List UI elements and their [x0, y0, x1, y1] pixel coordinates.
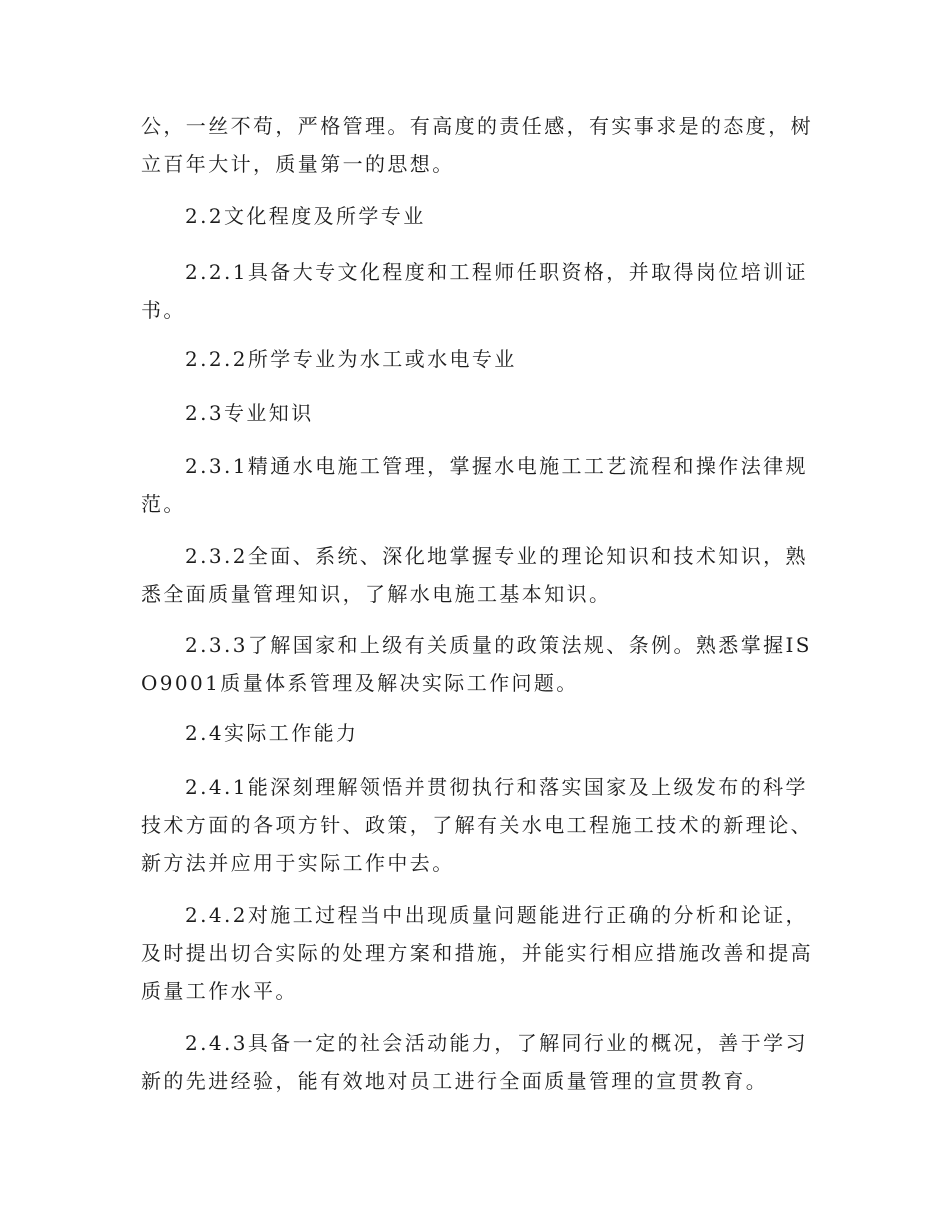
section-heading-2-2: 2.2文化程度及所学专业 [185, 204, 426, 228]
paragraph-2-3-2: 2.3.2全面、系统、深化地掌握专业的理论知识和技术知识，熟悉全面质量管理知识，了解水电施工基本知识。 [141, 544, 808, 606]
paragraph-2-4-3: 2.4.3具备一定的社会活动能力，了解同行业的概况，善于学习新的先进经验，能有效地对员工进行全面质量管理的宣贯教育。 [141, 1031, 808, 1093]
paragraph-2-2-2: 2.2.2所学专业为水工或水电专业 [185, 347, 517, 371]
paragraph-2-3-1: 2.3.1精通水电施工管理，掌握水电施工工艺流程和操作法律规范。 [141, 454, 808, 516]
paragraph-continuation: 公，一丝不苟，严格管理。有高度的责任感，有实事求是的态度，树立百年大计，质量第一的思想。 [141, 114, 813, 176]
section-heading-2-4: 2.4实际工作能力 [185, 721, 359, 745]
paragraph-2-4-2: 2.4.2对施工过程当中出现质量问题能进行正确的分析和论证，及时提出切合实际的处理方案和措施，并能实行相应措施改善和提高质量工作水平。 [141, 903, 813, 1003]
paragraph-2-2-1: 2.2.1具备大专文化程度和工程师任职资格，并取得岗位培训证书。 [141, 260, 808, 322]
paragraph-2-3-3: 2.3.3了解国家和上级有关质量的政策法规、条例。熟悉掌握ISO9001质量体系管理及解决实际工作问题。 [141, 633, 812, 695]
section-heading-2-3: 2.3专业知识 [185, 401, 314, 425]
paragraph-2-4-1: 2.4.1能深刻理解领悟并贯彻执行和落实国家及上级发布的科学技术方面的各项方针、政策，了解有关水电工程施工技术的新理论、新方法并应用于实际工作中去。 [141, 775, 813, 875]
